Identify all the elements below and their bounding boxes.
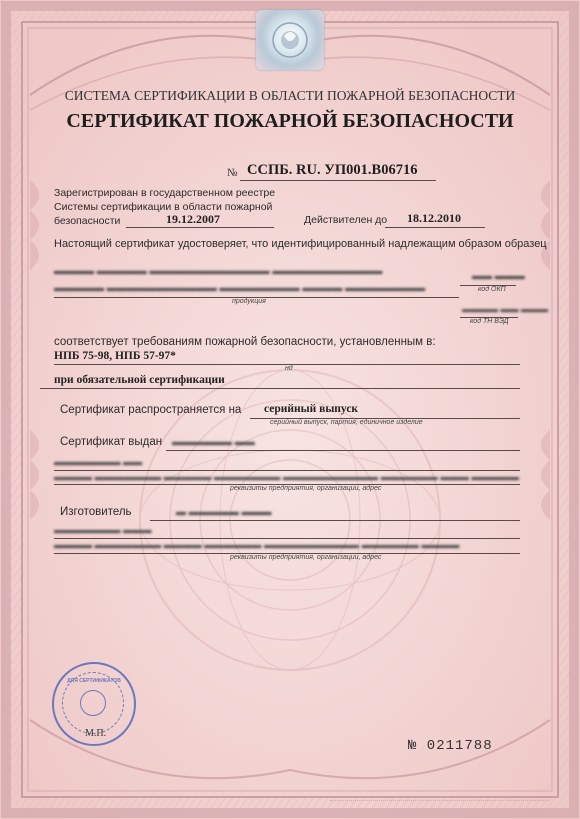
registration-date: 19.12.2007 — [166, 212, 220, 226]
registration-line-2: Системы сертификации в области пожарной — [54, 201, 273, 213]
printer-imprint — [330, 800, 550, 805]
normative-documents: НПБ 75-98, НПБ 57-97* — [54, 350, 176, 362]
manufacturer-name-redacted: ▬ ▬▬▬▬▬ ▬▬▬ — [176, 507, 272, 518]
manufacturer-address-redacted: ▬▬▬▬ ▬▬▬▬▬▬▬ ▬▬▬▬ ▬▬▬▬▬▬ ▬▬▬▬▬▬▬▬▬▬ ▬▬▬▬▬▬ ▬▬▬▬ — [54, 540, 460, 551]
page-title: СЕРТИФИКАТ ПОЖАРНОЙ БЕЗОПАСНОСТИ — [66, 110, 514, 132]
scope-value: серийный выпуск — [264, 403, 359, 415]
scope-caption: серийный выпуск, партия, единичное изделие — [270, 419, 423, 426]
stamp-text: ДЛЯ СЕРТИФИКАТОВ — [67, 678, 121, 684]
number-prefix: № — [227, 167, 238, 179]
issued-to-address-redacted: ▬▬▬▬ ▬▬▬▬▬▬▬ ▬▬▬▬▬ ▬▬▬▬▬▬▬ ▬▬▬▬▬▬▬▬▬▬ ▬▬▬▬▬▬ ▬▬▬ ▬▬▬▬▬ — [54, 472, 519, 483]
nd-caption: нд — [285, 365, 293, 372]
okp-code-redacted: ▬▬ ▬▬▬ — [472, 271, 525, 282]
issued-to-caption: реквизиты предприятия, организации, адрес — [230, 485, 382, 492]
product-details-redacted: ▬▬▬▬▬ ▬▬▬▬▬▬▬▬▬▬▬ ▬▬▬▬▬▬▬▬ ▬▬▬▬ ▬▬▬▬▬▬▬▬ — [54, 283, 426, 294]
serial-number: № 0211788 — [408, 738, 493, 754]
certificate-number: ССПБ. RU. УП001.В06716 — [247, 162, 418, 178]
valid-until-date: 18.12.2010 — [407, 211, 461, 225]
issued-to-name-redacted: ▬▬▬▬▬▬ ▬▬ — [172, 437, 255, 448]
valid-until-label: Действителен до — [304, 214, 388, 226]
issued-to-org-redacted: ▬▬▬▬▬▬▬ ▬▬ — [54, 457, 143, 468]
certification-system-title: СИСТЕМА СЕРТИФИКАЦИИ В ОБЛАСТИ ПОЖАРНОЙ БЕЗОПАСНОСТИ — [64, 88, 516, 103]
tnved-code-redacted: ▬▬▬▬ ▬▬ ▬▬▬ — [462, 304, 549, 314]
mandatory-certification: при обязательной сертификации — [54, 374, 225, 386]
manufacturer-caption: реквизиты предприятия, организации, адрес — [230, 554, 382, 561]
okp-caption: код ОКП — [478, 286, 506, 293]
seal-place-label: М.П. — [85, 728, 107, 739]
manufacturer-org-redacted: ▬▬▬▬▬▬▬ ▬▬▬ — [54, 525, 152, 536]
scope-label: Сертификат распространяется на — [60, 404, 242, 416]
product-caption: продукция — [232, 298, 266, 305]
attest-statement: Настоящий сертификат удостоверяет, что идентифицированный надлежащим образом образец — [54, 238, 547, 250]
conformity-statement: соответствует требованиям пожарной безопасности, установленным в: — [54, 336, 436, 348]
manufacturer-label: Изготовитель — [60, 506, 132, 518]
registration-line-1: Зарегистрирован в государственном реестре — [54, 187, 276, 199]
registration-line-3: безопасности — [54, 215, 121, 227]
tnved-caption: код ТН ВЭД — [470, 318, 509, 325]
product-name-redacted: ▬▬▬▬ ▬▬▬▬▬ ▬▬▬▬▬▬▬▬▬▬▬▬ ▬▬▬▬▬▬▬▬▬▬▬ — [54, 266, 383, 277]
issued-to-label: Сертификат выдан — [60, 436, 163, 448]
